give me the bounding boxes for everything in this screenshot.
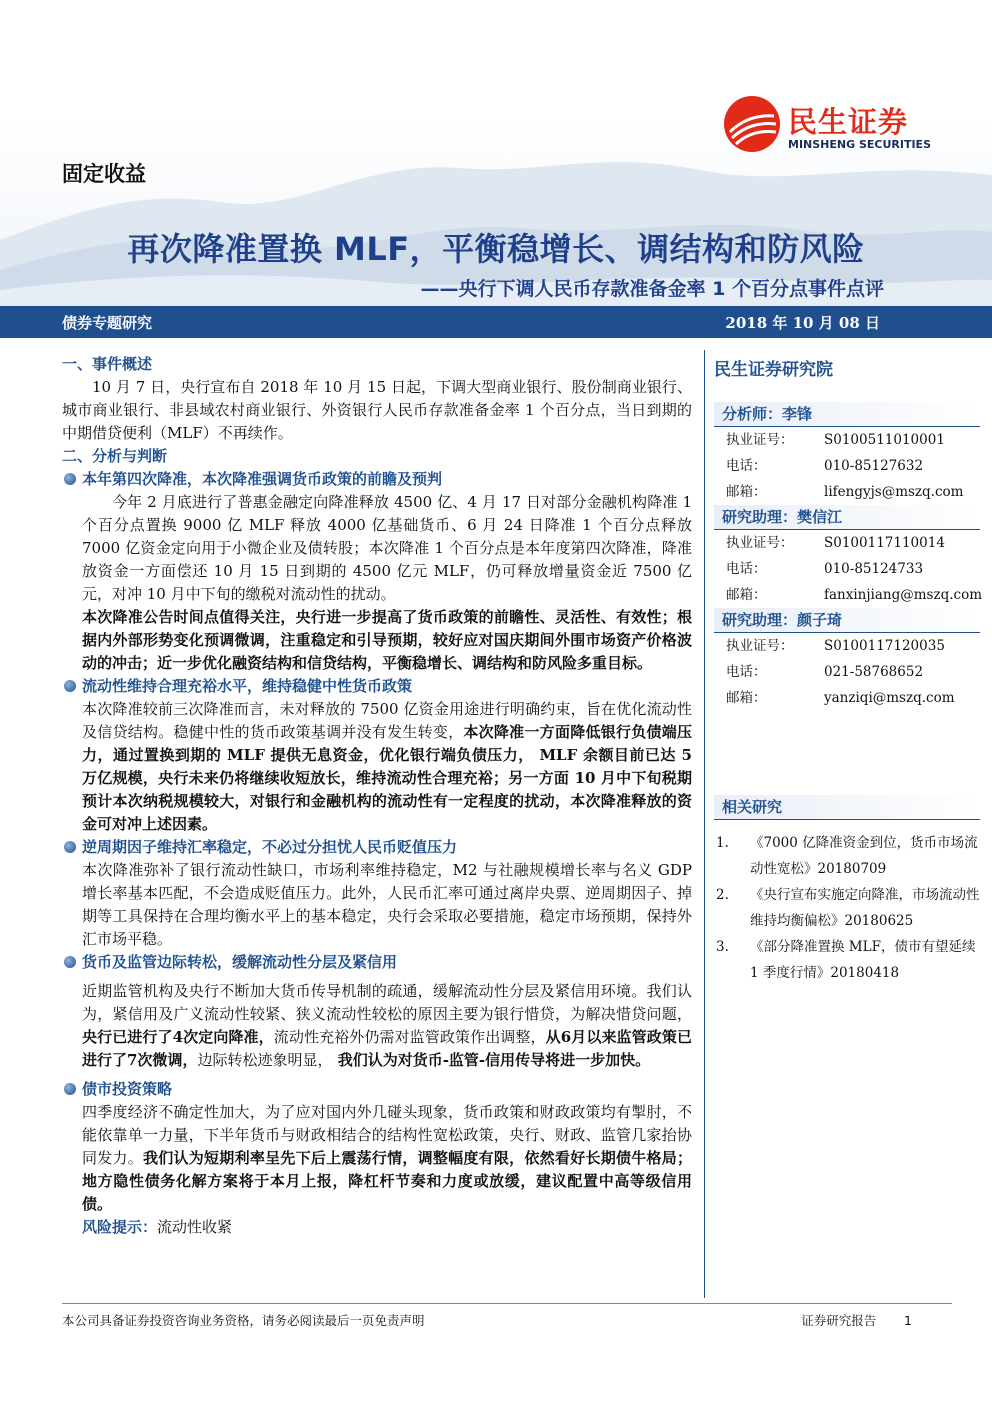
tel-row: 电话： 010-85124733 xyxy=(726,561,924,577)
analyst-block xyxy=(714,402,980,505)
section-heading-2: 二、分析与判断 xyxy=(62,447,168,465)
column-divider xyxy=(704,350,705,1298)
logo-emblem-icon xyxy=(722,94,782,154)
sidebar xyxy=(714,355,983,986)
subheading-b: 流动性维持合理充裕水平，维持稳健中性货币政策 xyxy=(62,675,692,698)
footer-right xyxy=(801,1311,912,1329)
paragraph-e: 四季度经济不确定性加大，为了应对国内外几碰头现象，货币政策和财政政策均有掣肘，不能依靠单一力量，下半年货币与财政相结合的结构性宽松政策，央行、财政、监管几家抬协同发力。我们认为短期利率呈先下后上震荡行情，调整幅度有限，依然看好长期债牛格局；地方隐性债务化解方案将于本月上报，降杠杆节奏和力度或放缓，建议配置中高等级信用债。 xyxy=(82,1103,692,1213)
paragraph-a1: 今年 2 月底进行了普惠金融定向降准释放 4500 亿、4 月 17 日对部分金融机构降准 1 个百分点置换 9000 亿 MLF 释放 4000 亿基础货币、6 月 24 日降准 1 个百分点释放 7000 亿资金定向用于小微企业及债转股；本次降准 1 个百分点是本年度第四次降准，降准放资金一方面偿还 10 月 15 日到期的 4500 亿元 MLF，仍可释放增量资金近 7500 亿元，对冲 10 月中下旬的缴税对流动性的扰动。 xyxy=(82,493,692,603)
report-info-bar xyxy=(0,306,992,338)
cert-row: 执业证号： S0100117110014 xyxy=(726,535,945,551)
subheading-d: 货币及监管边际转松，缓解流动性分层及紧信用 xyxy=(62,951,692,974)
main-content xyxy=(62,353,692,1239)
section-heading-1: 一、事件概述 xyxy=(62,355,153,373)
analyst-role: 研究助理：樊信江 xyxy=(714,505,980,530)
analyst-block xyxy=(714,505,983,608)
bullet-icon xyxy=(64,680,76,692)
paragraph-b: 本次降准较前三次降准而言，未对释放的 7500 亿资金用途进行明确约束，旨在优化流动性及信贷结构。稳健中性的货币政策基调并没有发生转变，本次降准一方面降低银行负债端压力，通过置换到期的 MLF 提供无息资金，优化银行端负债压力， MLF 余额目前已达 5 万亿规模，央行未来仍将继续收短放长，维持流动性合理充裕；另一方面 10 月中下旬税期预计本次纳税规模较大，对银行和金融机构的流动性有一定程度的扰动，本次降准释放的资金可对冲上述因素。 xyxy=(82,700,692,833)
cert-row: 执业证号： S0100117120035 xyxy=(726,638,945,654)
analyst-block xyxy=(714,608,980,711)
bullet-icon xyxy=(64,473,76,485)
doc-type: 证券研究报告 xyxy=(801,1313,877,1328)
related-item[interactable]: 2. 《央行宣布实施定向降准，市场流动性维持均衡偏松》20180625 xyxy=(716,887,980,929)
bullet-icon xyxy=(64,956,76,968)
report-title: 再次降准置换 MLF，平衡稳增长、调结构和防风险 xyxy=(127,230,865,268)
analyst-role: 分析师：李锋 xyxy=(714,402,980,427)
tel-row: 电话： 010-85127632 xyxy=(726,458,924,474)
mail-row: 邮箱： lifengyjs@mszq.com xyxy=(726,484,964,500)
mail-row: 邮箱： fanxinjiang@mszq.com xyxy=(726,587,983,603)
footer-disclaimer: 本公司具备证券投资咨询业务资格，请务必阅读最后一页免责声明 xyxy=(62,1313,425,1328)
analyst-role: 研究助理：颜子琦 xyxy=(714,608,980,633)
related-item[interactable]: 1. 《7000 亿降准资金到位，货币市场流动性宽松》20180709 xyxy=(716,835,978,877)
related-research-heading: 相关研究 xyxy=(714,795,980,820)
institute-name: 民生证券研究院 xyxy=(714,360,833,380)
logo-english-name: MINSHENG SECURITIES xyxy=(788,138,931,151)
company-logo xyxy=(722,94,952,156)
report-category: 固定收益 xyxy=(62,162,146,186)
bullet-icon xyxy=(64,1083,76,1095)
tel-row: 电话： 021-58768652 xyxy=(726,664,924,680)
logo-chinese-name: 民生证券 xyxy=(788,105,909,139)
subheading-a: 本年第四次降准，本次降准强调货币政策的前瞻及预判 xyxy=(62,468,692,491)
subheading-c: 逆周期因子维持汇率稳定，不必过分担忧人民币贬值压力 xyxy=(62,836,692,859)
paragraph-event: 10 月 7 日，央行宣布自 2018 年 10 月 15 日起，下调大型商业银行、股份制商业银行、城市商业银行、非县域农村商业银行、外资银行人民币存款准备金率 1 个百分点，当日到期的中期借贷便利（MLF）不再续作。 xyxy=(62,378,692,442)
report-subtitle: ——央行下调人民币存款准备金率 1 个百分点事件点评 xyxy=(420,278,884,300)
report-date: 2018 年 10 月 08 日 xyxy=(725,314,880,332)
subheading-e: 债市投资策略 xyxy=(62,1078,692,1101)
report-type: 债券专题研究 xyxy=(62,314,153,332)
cert-row: 执业证号： S0100511010001 xyxy=(726,432,945,448)
mail-row: 邮箱： yanziqi@mszq.com xyxy=(726,690,955,706)
bullet-icon xyxy=(64,841,76,853)
paragraph-c: 本次降准弥补了银行流动性缺口，市场利率维持稳定，M2 与社融规模增长率与名义 GDP 增长率基本匹配，不会造成贬值压力。此外，人民币汇率可通过离岸央票、逆周期因子、掉期等工具保持在合理均衡水平上的基本稳定，央行会采取必要措施，稳定市场预期，保持外汇市场平稳。 xyxy=(82,861,692,948)
risk-warning: 风险提示：流动性收紧 xyxy=(82,1218,233,1236)
paragraph-a2: 本次降准公告时间点值得关注，央行进一步提高了货币政策的前瞻性、灵活性、有效性；根据内外部形势变化预调微调，注重稳定和引导预期，较好应对国庆期间外围市场资产价格波动的冲击；近一步优化融资结构和信贷结构，平衡稳增长、调结构和防风险多重目标。 xyxy=(82,608,692,672)
paragraph-d: 近期监管机构及央行不断加大货币传导机制的疏通，缓解流动性分层及紧信用环境。我们认为，紧信用及广义流动性较紧、狭义流动性较松的原因主要为银行惜贷，为解决惜贷问题，央行已进行了4次定向降准，流动性充裕外仍需对监管政策作出调整，从6月以来监管政策已进行了7次微调，边际转松迹象明显， 我们认为对货币-监管-信用传导将进一步加快。 xyxy=(82,982,692,1069)
footer-divider xyxy=(62,1303,952,1304)
page-number: 1 xyxy=(904,1313,912,1328)
related-item[interactable]: 3. 《部分降准置换 MLF，债市有望延续 1 季度行情》20180418 xyxy=(716,939,976,981)
